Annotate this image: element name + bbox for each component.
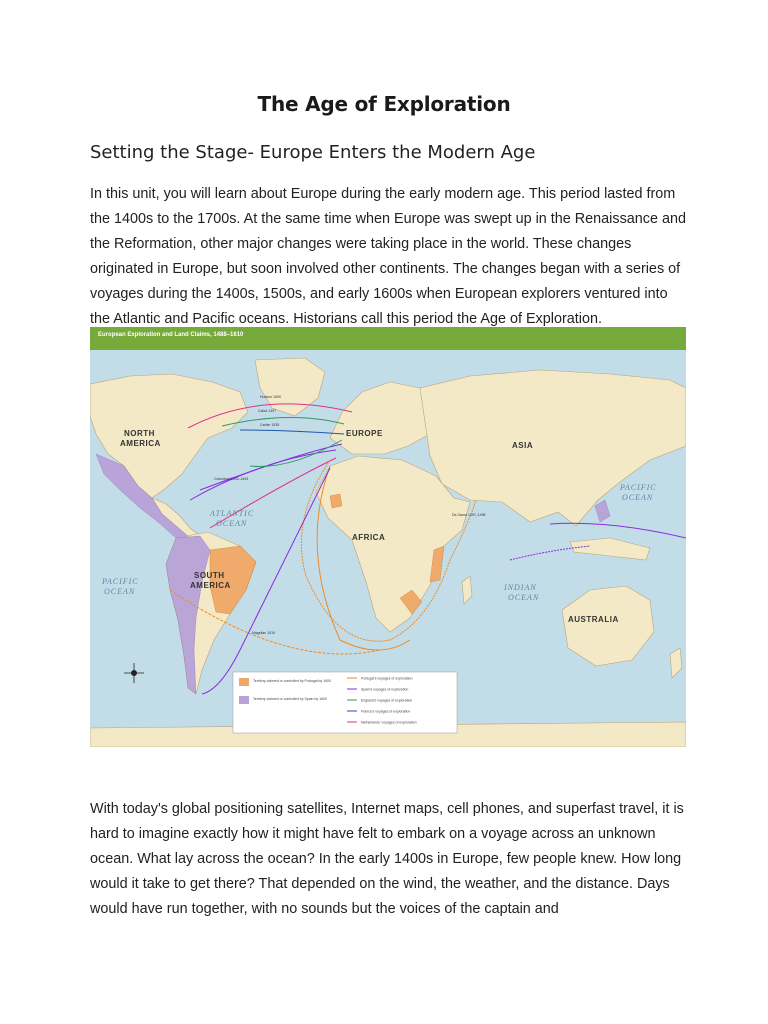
map-title: European Exploration and Land Claims, 1488–1610 (98, 332, 244, 338)
map-legend (233, 672, 457, 733)
route-label-columbus: Columbus 1492–1493 (214, 477, 249, 481)
page-title: The Age of Exploration (257, 92, 511, 116)
france-route (240, 430, 344, 434)
label-south-america-1: SOUTH (194, 571, 225, 580)
compass-rose-icon (124, 663, 144, 683)
indonesia-land (570, 538, 650, 560)
legend-portugal-territory: Territory claimed or controlled by Portugal by 1600 (253, 679, 332, 683)
legend-portugal-voyages: Portugal's voyages of exploration (361, 676, 413, 681)
legend-spain-voyages: Spain's voyages of exploration (361, 687, 409, 692)
label-pacific-west-1: PACIFIC (102, 577, 139, 586)
europe-land (330, 382, 435, 454)
madagascar-land (462, 576, 472, 604)
label-europe: EUROPE (346, 429, 383, 438)
label-africa: AFRICA (352, 533, 386, 542)
exploration-map (90, 327, 686, 747)
legend-spain-territory: Territory claimed or controlled by Spain by 1600 (253, 697, 327, 701)
label-atlantic-1: ATLANTIC (210, 509, 255, 518)
label-pacific-east-2: OCEAN (622, 493, 654, 502)
label-north-america-2: AMERICA (120, 439, 161, 448)
legend-england-voyages: England's voyages of exploration (361, 698, 413, 703)
second-paragraph: With today's global positioning satellites, Internet maps, cell phones, and superfast travel, it is hard to imagine exactly how it might have felt to embark on a voyage across an unknown ocean. What lay across the ocean? In the early 1400s in Europe, few people knew. How long would it take to get there? That depended on the wind, the weather, and the distance. Days would have run together, with no sounds but the voices of the captain and (90, 801, 684, 917)
label-indian-1: INDIAN (504, 583, 537, 592)
legend-swatch-portugal (239, 678, 249, 686)
label-australia: AUSTRALIA (568, 615, 619, 624)
route-label-da-gama: Da Gama 1497–1498 (452, 513, 486, 517)
label-south-america-2: AMERICA (190, 581, 231, 590)
australia-land (562, 586, 654, 666)
legend-swatch-spain (239, 696, 249, 704)
legend-netherlands-voyages: Netherlands' voyages of exploration (361, 720, 417, 725)
route-label-cartier: Cartier 1535 (260, 423, 280, 427)
label-asia: ASIA (512, 441, 534, 450)
spain-route-4 (550, 523, 686, 538)
route-label-cabot: Cabot 1497 (258, 409, 277, 413)
greenland-land (255, 358, 325, 416)
label-pacific-east-1: PACIFIC (620, 483, 657, 492)
route-label-hudson: Hudson 1609 (260, 395, 281, 399)
label-north-america-1: NORTH (124, 429, 155, 438)
new-zealand-land (670, 648, 682, 678)
section-heading: Setting the Stage- Europe Enters the Modern Age (90, 142, 536, 163)
intro-paragraph: In this unit, you will learn about Europe during the early modern age. This period lasted from the 1400s to the 1700s. At the same time when Europe was swept up in the Renaissance and the Reformation, other major changes were taking place in the world. These changes originated in Europe, but soon involved other continents. The changes began with a series of voyages during the 1400s, 1500s, and early 1600s when European explorers ventured into the Atlantic and Pacific oceans. Historians call this period the Age of Exploration. (90, 186, 686, 327)
map-title-bar (90, 327, 686, 350)
spain-route-2 (190, 450, 336, 500)
label-atlantic-2: OCEAN (216, 519, 248, 528)
route-label-magellan: Magellan 1519 (252, 631, 275, 635)
map-graphic (90, 350, 686, 747)
label-indian-2: OCEAN (508, 593, 540, 602)
legend-france-voyages: France's voyages of exploration (361, 709, 411, 714)
label-pacific-west-2: OCEAN (104, 587, 136, 596)
